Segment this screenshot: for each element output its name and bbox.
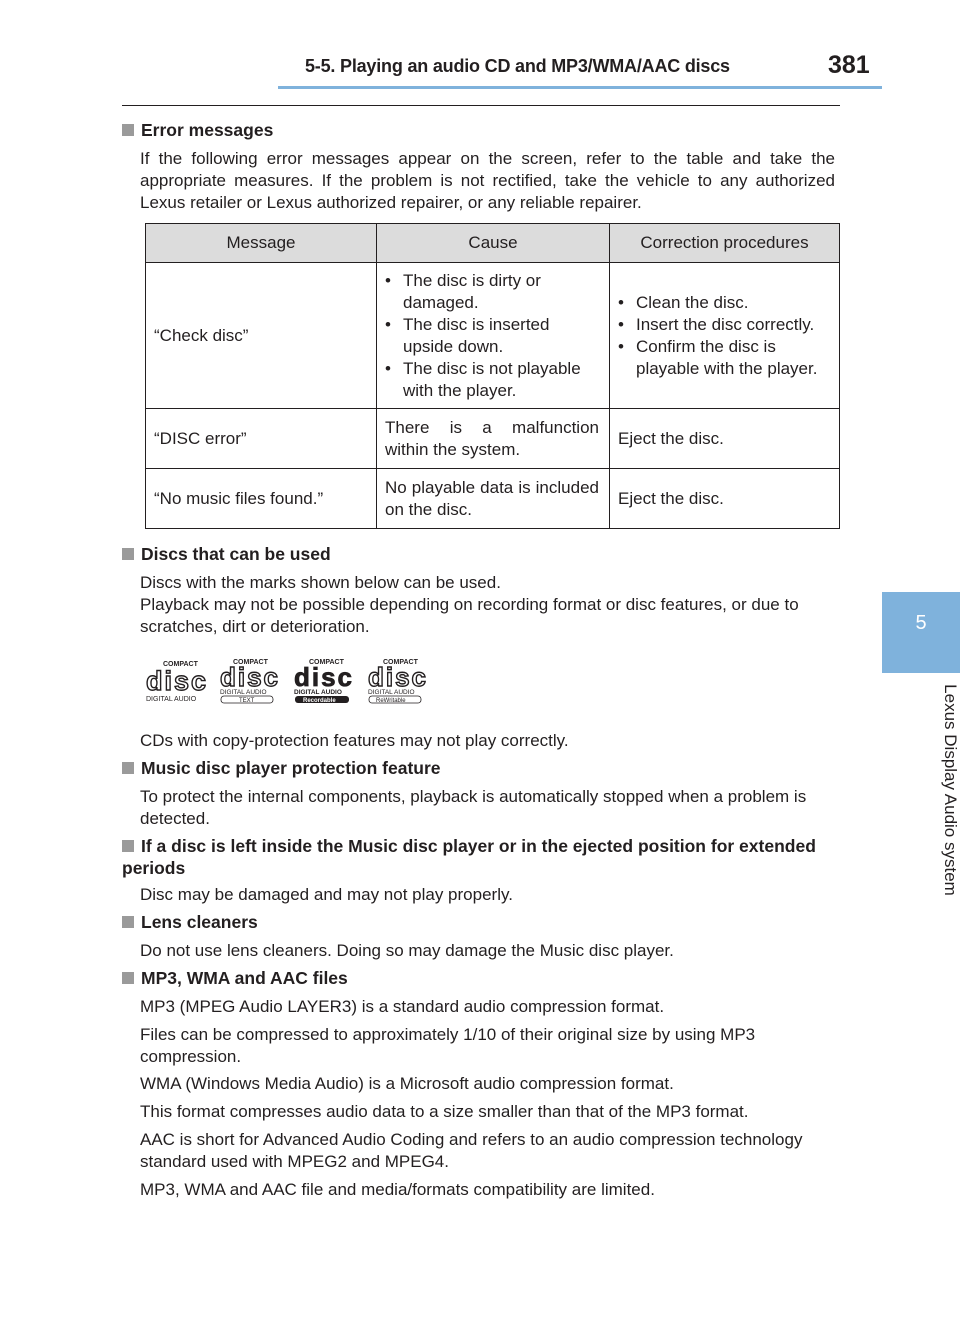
- lens-text: Do not use lens cleaners. Doing so may damage the Music disc player.: [140, 941, 674, 960]
- files-title: MP3, WMA and AAC files: [122, 968, 348, 989]
- svg-text:COMPACT: COMPACT: [163, 661, 198, 668]
- svg-text:TEXT: TEXT: [239, 698, 255, 704]
- list-item: • Insert the disc correctly.: [618, 314, 829, 336]
- list-item: • The disc is dirty or damaged.: [385, 270, 599, 314]
- table-header: Cause: [377, 224, 610, 263]
- header-rule: [278, 86, 882, 89]
- svg-text:DIGITAL AUDIO: DIGITAL AUDIO: [146, 696, 197, 703]
- square-bullet-icon: [122, 762, 134, 774]
- svg-text:disc: disc: [368, 662, 426, 692]
- page-number: 381: [828, 51, 870, 79]
- square-bullet-icon: [122, 548, 134, 560]
- correction-cell: [610, 263, 840, 409]
- svg-text:disc: disc: [220, 662, 278, 692]
- list-item: • Clean the disc.: [618, 292, 829, 314]
- message-cell: “Check disc”: [146, 263, 377, 409]
- correction-cell: Eject the disc.: [610, 469, 840, 529]
- list-item: • Confirm the disc is playable with the player.: [618, 336, 829, 380]
- chapter-label: Lexus Display Audio system: [941, 684, 960, 896]
- svg-text:disc: disc: [294, 662, 352, 692]
- lens-title: Lens cleaners: [122, 912, 258, 933]
- svg-text:Recordable: Recordable: [303, 698, 336, 704]
- table-row: [146, 469, 840, 529]
- files-text: AAC is short for Advanced Audio Coding and refers to an audio compression technology standard used with MPEG2 and MPEG4.: [140, 1130, 803, 1171]
- cause-cell: [377, 263, 610, 409]
- discs-copy-protection-text: CDs with copy-protection features may not play correctly.: [140, 731, 569, 750]
- compact-disc-digital-audio-logo: [145, 656, 207, 704]
- left-inside-title: If a disc is left inside the Music disc player or in the ejected position for extended periods: [122, 836, 816, 878]
- disc-logos: [145, 656, 445, 706]
- compact-disc-recordable-logo: [293, 656, 355, 704]
- svg-text:COMPACT: COMPACT: [383, 659, 418, 666]
- discs-text: Playback may not be possible depending on recording format or disc features, or due to scratches, dirt or deterioration.: [140, 595, 799, 636]
- left-inside-text: Disc may be damaged and may not play properly.: [140, 885, 513, 904]
- protection-title: Music disc player protection feature: [122, 758, 441, 779]
- square-bullet-icon: [122, 840, 134, 852]
- svg-text:COMPACT: COMPACT: [309, 659, 344, 666]
- svg-text:DIGITAL AUDIO: DIGITAL AUDIO: [294, 689, 342, 696]
- cause-cell: No playable data is included on the disc.: [377, 469, 610, 529]
- protection-text: To protect the internal components, playback is automatically stopped when a problem is detected.: [140, 787, 807, 828]
- chapter-tab: [882, 592, 960, 670]
- svg-text:ReWritable: ReWritable: [376, 698, 406, 704]
- svg-text:disc: disc: [146, 666, 206, 696]
- discs-title: Discs that can be used: [122, 544, 331, 565]
- content-top-rule: [122, 105, 840, 106]
- files-text: WMA (Windows Media Audio) is a Microsoft audio compression format.: [140, 1074, 674, 1093]
- list-item: • The disc is inserted upside down.: [385, 314, 599, 358]
- page-header: [0, 0, 960, 90]
- chapter-number: 5: [915, 612, 927, 634]
- files-text: This format compresses audio data to a size smaller than that of the MP3 format.: [140, 1102, 749, 1121]
- error-messages-text: If the following error messages appear on the screen, refer to the table and take the appropriate measures. If the problem is not rectified, take the vehicle to any authorized Lexus retailer or Lexus authorized repairer, or any reliable repairer.: [140, 149, 835, 212]
- svg-text:DIGITAL AUDIO: DIGITAL AUDIO: [220, 689, 267, 696]
- section-heading: 5-5. Playing an audio CD and MP3/WMA/AAC discs: [305, 56, 730, 76]
- table-header: Message: [146, 224, 377, 263]
- message-cell: “DISC error”: [146, 409, 377, 469]
- square-bullet-icon: [122, 124, 134, 136]
- error-messages-title: Error messages: [122, 120, 273, 141]
- table-row: [146, 263, 840, 409]
- files-text: Files can be compressed to approximately 1/10 of their original size by using MP3 compression.: [140, 1025, 756, 1066]
- chapter-side-tab: [882, 0, 960, 1333]
- compact-disc-text-logo: [219, 656, 281, 704]
- discs-text: Discs with the marks shown below can be used.: [140, 573, 501, 592]
- square-bullet-icon: [122, 972, 134, 984]
- table-row: [146, 409, 840, 469]
- message-cell: “No music files found.”: [146, 469, 377, 529]
- files-text: MP3, WMA and AAC file and media/formats compatibility are limited.: [140, 1180, 655, 1199]
- correction-cell: Eject the disc.: [610, 409, 840, 469]
- table-header-row: [146, 224, 840, 263]
- table-header: Correction procedures: [610, 224, 840, 263]
- svg-text:DIGITAL AUDIO: DIGITAL AUDIO: [368, 689, 415, 696]
- error-table: [145, 223, 840, 529]
- compact-disc-rewritable-logo: [367, 656, 429, 704]
- files-text: MP3 (MPEG Audio LAYER3) is a standard audio compression format.: [140, 997, 665, 1016]
- square-bullet-icon: [122, 916, 134, 928]
- list-item: • The disc is not playable with the player.: [385, 358, 599, 402]
- cause-cell: There is a malfunction within the system.: [377, 409, 610, 469]
- svg-text:COMPACT: COMPACT: [233, 659, 268, 666]
